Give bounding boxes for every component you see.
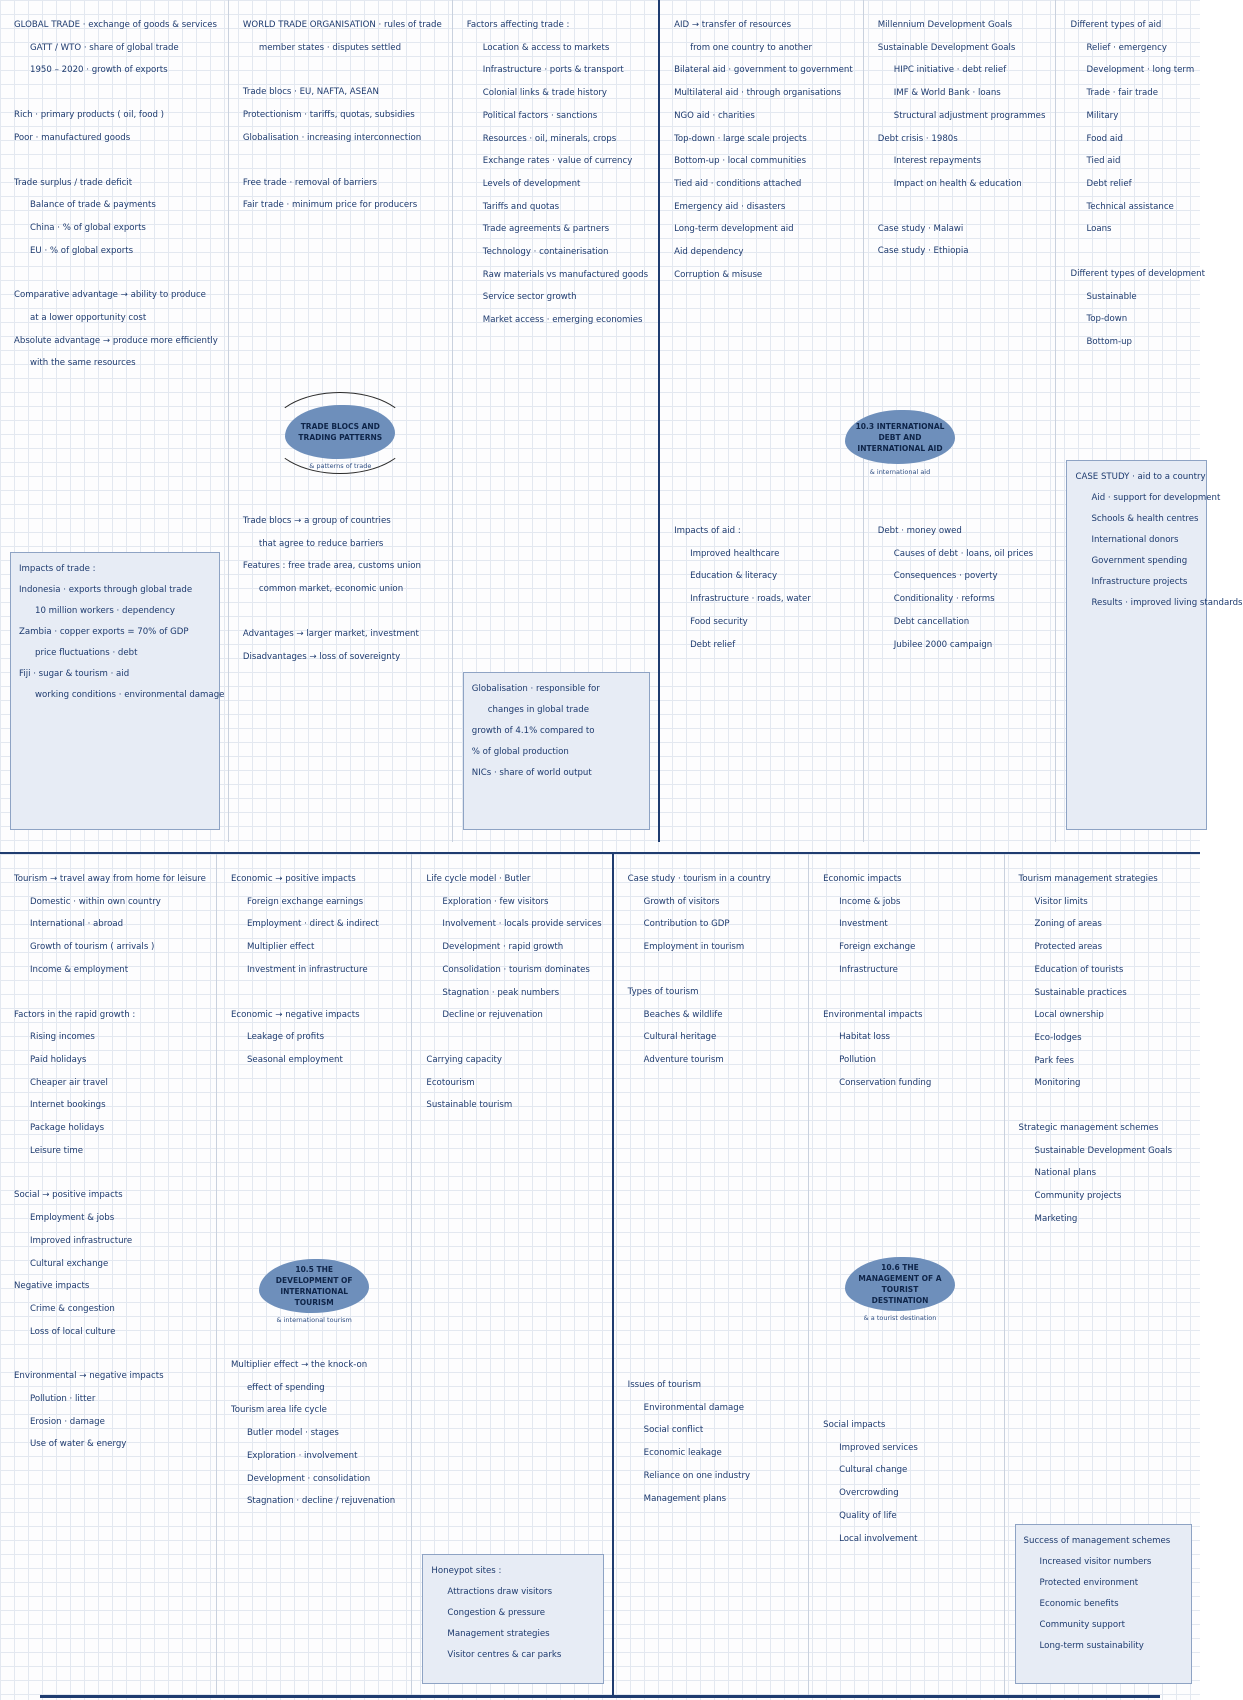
note-line: Environmental impacts: [823, 1009, 923, 1020]
note-line: Community projects: [1034, 1191, 1122, 1202]
note-line: Stagnation · peak numbers: [442, 987, 560, 998]
note-line: Overcrowding: [839, 1488, 899, 1499]
box-line: Management strategies: [447, 1629, 550, 1639]
box-line: Government spending: [1091, 556, 1188, 566]
note-line: Development · rapid growth: [442, 942, 564, 953]
section-subheading: & a tourist destination: [863, 1314, 937, 1322]
top-col-6: [1056, 0, 1243, 842]
note-line: Comparative advantage → ability to produce: [14, 290, 206, 301]
note-line: from one country to another: [690, 42, 813, 53]
note-line: Emergency aid · disasters: [674, 201, 786, 212]
note-line: International · abroad: [30, 919, 124, 930]
summary-box: [1015, 1524, 1192, 1684]
section-heading-cloud: TRADE BLOCS AND TRADING PATTERNS: [285, 405, 395, 459]
note-line: Economic leakage: [643, 1448, 722, 1459]
note-line: Conservation funding: [839, 1077, 932, 1088]
note-line: common market, economic union: [258, 584, 404, 595]
note-line: Quality of life: [839, 1510, 897, 1521]
note-line: Raw materials vs manufactured goods: [482, 269, 649, 280]
note-line: HIPC initiative · debt relief: [893, 65, 1007, 76]
top-col-4-overlay: [800, 0, 1000, 842]
note-line: WORLD TRADE ORGANISATION · rules of trade: [242, 20, 442, 30]
note-line: Free trade · removal of barriers: [242, 177, 377, 188]
note-line: Growth of tourism ( arrivals ): [30, 942, 155, 953]
note-line: Eco-lodges: [1034, 1032, 1082, 1043]
note-line: Internet bookings: [30, 1100, 106, 1111]
box-line: Economic benefits: [1039, 1599, 1119, 1609]
note-line: Rich · primary products ( oil, food ): [14, 110, 165, 121]
note-line: Local ownership: [1034, 1010, 1104, 1021]
note-line: Globalisation · increasing interconnection: [242, 132, 422, 143]
note-line: Development · long term: [1086, 65, 1195, 76]
note-line: Location & access to markets: [482, 42, 610, 53]
note-line: Reliance on one industry: [643, 1470, 751, 1481]
note-line: Debt relief: [1086, 178, 1132, 189]
note-line: Structural adjustment programmes: [893, 110, 1046, 121]
note-line: Development · consolidation: [246, 1473, 371, 1484]
note-line: Bilateral aid · government to government: [674, 65, 853, 76]
note-line: Social conflict: [643, 1425, 704, 1436]
note-line: Zoning of areas: [1034, 919, 1102, 930]
box-line: Congestion & pressure: [447, 1608, 546, 1618]
note-line: Tourism area life cycle: [230, 1405, 327, 1416]
note-line: Features : free trade area, customs union: [242, 561, 421, 572]
note-line: China · % of global exports: [30, 222, 146, 233]
note-line: Market access · emerging economies: [482, 315, 643, 326]
note-line: Sustainable practices: [1034, 987, 1127, 998]
note-line: Employment · direct & indirect: [246, 919, 379, 930]
note-line: Investment in infrastructure: [246, 964, 368, 975]
box-line: Schools & health centres: [1091, 514, 1199, 524]
note-line: Trade · fair trade: [1086, 88, 1159, 99]
note-line: Strategic management schemes: [1018, 1123, 1159, 1134]
note-line: Trade blocs · EU, NAFTA, ASEAN: [242, 87, 379, 98]
note-line: Education & literacy: [690, 571, 778, 582]
note-line: Employment in tourism: [643, 942, 745, 953]
note-line: Contribution to GDP: [643, 919, 730, 930]
note-line: Pollution: [839, 1054, 876, 1065]
note-line: Improved healthcare: [690, 548, 780, 559]
top-col-2: [229, 0, 453, 842]
box-line: Aid · support for development: [1091, 493, 1221, 503]
note-line: Top-down · large scale projects: [674, 133, 807, 144]
note-line: Consequences · poverty: [893, 571, 998, 582]
note-line: Food aid: [1086, 133, 1123, 144]
note-line: Investment: [839, 919, 888, 930]
note-line: Sustainable tourism: [426, 1100, 513, 1111]
note-line: Different types of development: [1070, 269, 1205, 280]
note-line: Trade blocs → a group of countries: [242, 516, 391, 526]
note-line: Trade agreements & partners: [482, 224, 610, 235]
note-line: Visitor limits: [1034, 896, 1088, 907]
note-line: Debt · money owed: [877, 526, 962, 536]
summary-box: [1066, 460, 1243, 830]
note-line: with the same resources: [30, 358, 136, 369]
note-line: Social → positive impacts: [14, 1190, 123, 1201]
note-line: Infrastructure: [839, 964, 898, 975]
note-block: [231, 1354, 401, 1513]
top-page: [0, 0, 1243, 842]
note-line: Life cycle model · Butler: [426, 874, 531, 884]
note-line: that agree to reduce barriers: [258, 538, 384, 549]
note-line: Economic → positive impacts: [230, 874, 356, 884]
note-line: Consolidation · tourism dominates: [442, 964, 590, 975]
note-line: Negative impacts: [14, 1281, 90, 1292]
note-line: Habitat loss: [839, 1032, 891, 1043]
note-line: Ecotourism: [426, 1077, 475, 1088]
note-line: Infrastructure · roads, water: [690, 594, 811, 605]
note-line: Leisure time: [30, 1145, 84, 1156]
note-line: Case study · tourism in a country: [627, 874, 771, 884]
note-line: Factors in the rapid growth :: [14, 1009, 136, 1020]
note-line: Growth of visitors: [643, 896, 720, 907]
box-line: Fiji · sugar & tourism · aid: [19, 669, 130, 679]
note-line: Millennium Development Goals: [877, 20, 1013, 30]
note-line: Levels of development: [482, 178, 581, 189]
box-line: growth of 4.1% compared to: [471, 726, 595, 736]
note-line: Impact on health & education: [893, 178, 1022, 189]
section-heading-cloud: 10.6 THE MANAGEMENT OF A TOURIST DESTINATION: [845, 1257, 955, 1311]
summary-box: [422, 1554, 603, 1684]
note-line: Bottom-up: [1086, 337, 1132, 348]
note-line: Cultural heritage: [643, 1032, 717, 1043]
note-line: Butler model · stages: [246, 1428, 339, 1439]
note-line: Environmental → negative impacts: [14, 1371, 164, 1382]
bottom-col-4: [614, 854, 809, 1696]
note-line: Cultural exchange: [30, 1258, 109, 1269]
note-line: Aid dependency: [674, 247, 744, 258]
note-line: Loans: [1086, 224, 1112, 235]
bottom-col-6: [1005, 854, 1200, 1696]
note-line: Jubilee 2000 campaign: [893, 639, 993, 650]
box-line: Attractions draw visitors: [447, 1587, 553, 1597]
note-line: GATT / WTO · share of global trade: [30, 42, 179, 53]
note-line: Issues of tourism: [627, 1380, 701, 1390]
box-line: changes in global trade: [487, 705, 590, 715]
note-line: Tariffs and quotas: [482, 201, 560, 212]
note-block: [628, 1374, 798, 1510]
note-line: Improved infrastructure: [30, 1235, 133, 1246]
note-line: Resources · oil, minerals, crops: [482, 133, 617, 144]
note-line: Trade surplus / trade deficit: [14, 177, 133, 188]
note-line: Tied aid · conditions attached: [674, 178, 802, 189]
note-line: Advantages → larger market, investment: [242, 628, 419, 639]
note-line: Tourism → travel away from home for leisure: [14, 874, 206, 884]
note-line: 1950 – 2020 · growth of exports: [30, 65, 168, 76]
note-line: Top-down: [1086, 314, 1128, 325]
note-line: Service sector growth: [482, 292, 577, 303]
box-line: Community support: [1039, 1620, 1126, 1630]
note-line: Factors affecting trade :: [466, 20, 570, 30]
note-line: Political factors · sanctions: [482, 110, 598, 121]
note-line: Monitoring: [1034, 1078, 1081, 1089]
note-line: Sustainable Development Goals: [877, 42, 1016, 53]
box-line: Protected environment: [1039, 1578, 1139, 1588]
note-line: Impacts of aid :: [674, 526, 741, 536]
box-line: CASE STUDY · aid to a country: [1075, 472, 1206, 482]
note-line: Marketing: [1034, 1213, 1078, 1224]
box-line: % of global production: [471, 747, 569, 757]
box-line: price fluctuations · debt: [35, 648, 138, 658]
note-line: Rising incomes: [30, 1032, 95, 1043]
note-line: Causes of debt · loans, oil prices: [893, 548, 1034, 559]
note-line: Disadvantages → loss of sovereignty: [242, 651, 401, 662]
box-line: working conditions · environmental damage: [35, 690, 225, 700]
note-line: Balance of trade & payments: [30, 200, 156, 211]
note-line: Use of water & energy: [30, 1439, 127, 1450]
box-line: International donors: [1091, 535, 1179, 545]
box-line: Globalisation · responsible for: [471, 684, 600, 694]
note-line: Debt relief: [690, 639, 736, 650]
bottom-col-4-overlay: [800, 852, 1000, 1694]
box-line: Infrastructure projects: [1091, 577, 1188, 587]
note-line: Seasonal employment: [246, 1054, 343, 1065]
box-line: Honeypot sites :: [431, 1566, 502, 1576]
note-line: Tied aid: [1086, 156, 1121, 167]
note-line: effect of spending: [246, 1382, 325, 1393]
note-line: Cheaper air travel: [30, 1077, 108, 1088]
note-line: Crime & congestion: [30, 1303, 115, 1314]
note-line: Tourism management strategies: [1018, 874, 1158, 884]
note-block: [243, 510, 442, 668]
note-line: IMF & World Bank · loans: [893, 88, 1001, 99]
note-line: Corruption & misuse: [674, 269, 763, 280]
bottom-col-3: [412, 854, 613, 1696]
note-line: Sustainable: [1086, 291, 1137, 302]
note-line: Relief · emergency: [1086, 42, 1167, 53]
note-line: at a lower opportunity cost: [30, 313, 147, 324]
note-line: Debt cancellation: [893, 616, 970, 627]
box-line: Indonesia · exports through global trade: [19, 585, 193, 595]
note-line: Bottom-up · local communities: [674, 156, 807, 167]
note-line: Loss of local culture: [30, 1326, 116, 1337]
footer-rule: [40, 1695, 1160, 1698]
note-line: Different types of aid: [1070, 20, 1162, 30]
note-line: Stagnation · decline / rejuvenation: [246, 1496, 396, 1507]
note-line: Package holidays: [30, 1123, 105, 1134]
note-line: Park fees: [1034, 1055, 1074, 1066]
note-line: Domestic · within own country: [30, 896, 161, 907]
note-line: Sustainable Development Goals: [1034, 1145, 1173, 1156]
note-line: Income & employment: [30, 964, 129, 975]
box-line: Success of management schemes: [1023, 1536, 1171, 1546]
note-line: Technical assistance: [1086, 201, 1174, 212]
note-line: Exploration · few visitors: [442, 896, 549, 907]
section-heading-cloud: 10.3 INTERNATIONAL DEBT AND INTERNATIONAL AID: [845, 410, 955, 464]
note-line: Case study · Ethiopia: [877, 246, 969, 257]
section-subheading: & patterns of trade: [309, 462, 372, 470]
note-line: member states · disputes settled: [258, 42, 402, 53]
note-line: Types of tourism: [627, 986, 699, 997]
box-line: Long-term sustainability: [1039, 1641, 1144, 1651]
bottom-col-1: [0, 854, 217, 1696]
note-line: Absolute advantage → produce more efficiently: [14, 335, 218, 346]
note-line: Environmental damage: [643, 1402, 745, 1413]
note-line: Paid holidays: [30, 1054, 87, 1065]
note-line: Protected areas: [1034, 942, 1103, 953]
note-line: Food security: [690, 616, 748, 627]
note-line: Cultural change: [839, 1465, 908, 1476]
note-line: Erosion · damage: [30, 1416, 105, 1427]
note-line: Involvement · locals provide services: [442, 919, 602, 930]
box-line: Increased visitor numbers: [1039, 1557, 1152, 1567]
top-col-3: [453, 0, 660, 842]
section-subheading: & international tourism: [276, 1316, 352, 1324]
note-line: Management plans: [643, 1493, 727, 1504]
top-col-1: [0, 0, 229, 842]
box-line: Results · improved living standards: [1091, 598, 1243, 608]
note-line: Debt crisis · 1980s: [877, 133, 958, 144]
note-line: Education of tourists: [1034, 964, 1124, 975]
box-line: Zambia · copper exports = 70% of GDP: [19, 627, 189, 637]
note-line: Multilateral aid · through organisations: [674, 88, 841, 99]
note-line: Protectionism · tariffs, quotas, subsidies: [242, 110, 415, 121]
note-line: Social impacts: [823, 1420, 886, 1430]
note-line: Foreign exchange: [839, 942, 916, 953]
note-line: Exploration · involvement: [246, 1450, 358, 1461]
section-heading-cloud: 10.5 THE DEVELOPMENT OF INTERNATIONAL TOURISM: [259, 1259, 369, 1313]
note-line: NGO aid · charities: [674, 110, 755, 121]
section-subheading: & international aid: [869, 468, 931, 476]
note-line: Economic → negative impacts: [230, 1009, 360, 1020]
note-line: Decline or rejuvenation: [442, 1010, 543, 1021]
note-line: Case study · Malawi: [877, 223, 964, 234]
note-line: Conditionality · reforms: [893, 594, 995, 605]
note-line: AID → transfer of resources: [674, 20, 792, 30]
note-line: Income & jobs: [839, 896, 901, 907]
box-line: NICs · share of world output: [471, 768, 592, 778]
note-line: Local involvement: [839, 1533, 918, 1544]
note-line: Employment & jobs: [30, 1213, 115, 1224]
note-line: Pollution · litter: [30, 1394, 96, 1405]
note-line: Interest repayments: [893, 156, 981, 167]
note-line: Exchange rates · value of currency: [482, 156, 633, 167]
bottom-page: [0, 852, 1200, 1696]
note-line: Long-term development aid: [674, 224, 794, 235]
note-line: Colonial links & trade history: [482, 88, 607, 99]
note-line: Technology · containerisation: [482, 247, 609, 258]
summary-box: [10, 552, 225, 830]
note-line: EU · % of global exports: [30, 245, 134, 256]
note-line: Multiplier effect → the knock-on: [230, 1360, 368, 1370]
note-line: National plans: [1034, 1168, 1097, 1179]
note-line: Multiplier effect: [246, 942, 315, 953]
bottom-col-2: [217, 854, 412, 1696]
note-line: Poor · manufactured goods: [14, 132, 131, 143]
note-line: Carrying capacity: [426, 1054, 502, 1065]
note-line: Improved services: [839, 1442, 918, 1453]
note-line: Foreign exchange earnings: [246, 896, 364, 907]
box-line: Impacts of trade :: [19, 564, 96, 574]
note-line: Military: [1086, 110, 1119, 121]
box-line: 10 million workers · dependency: [35, 606, 175, 616]
note-line: Fair trade · minimum price for producers: [242, 200, 418, 211]
note-line: Adventure tourism: [643, 1054, 724, 1065]
note-line: GLOBAL TRADE · exchange of goods & services: [14, 20, 217, 30]
note-line: Beaches & wildlife: [643, 1009, 723, 1020]
box-line: Visitor centres & car parks: [447, 1650, 562, 1660]
summary-box: [463, 672, 650, 830]
note-line: Economic impacts: [823, 874, 902, 884]
note-line: Infrastructure · ports & transport: [482, 65, 624, 76]
note-line: Leakage of profits: [246, 1032, 325, 1043]
